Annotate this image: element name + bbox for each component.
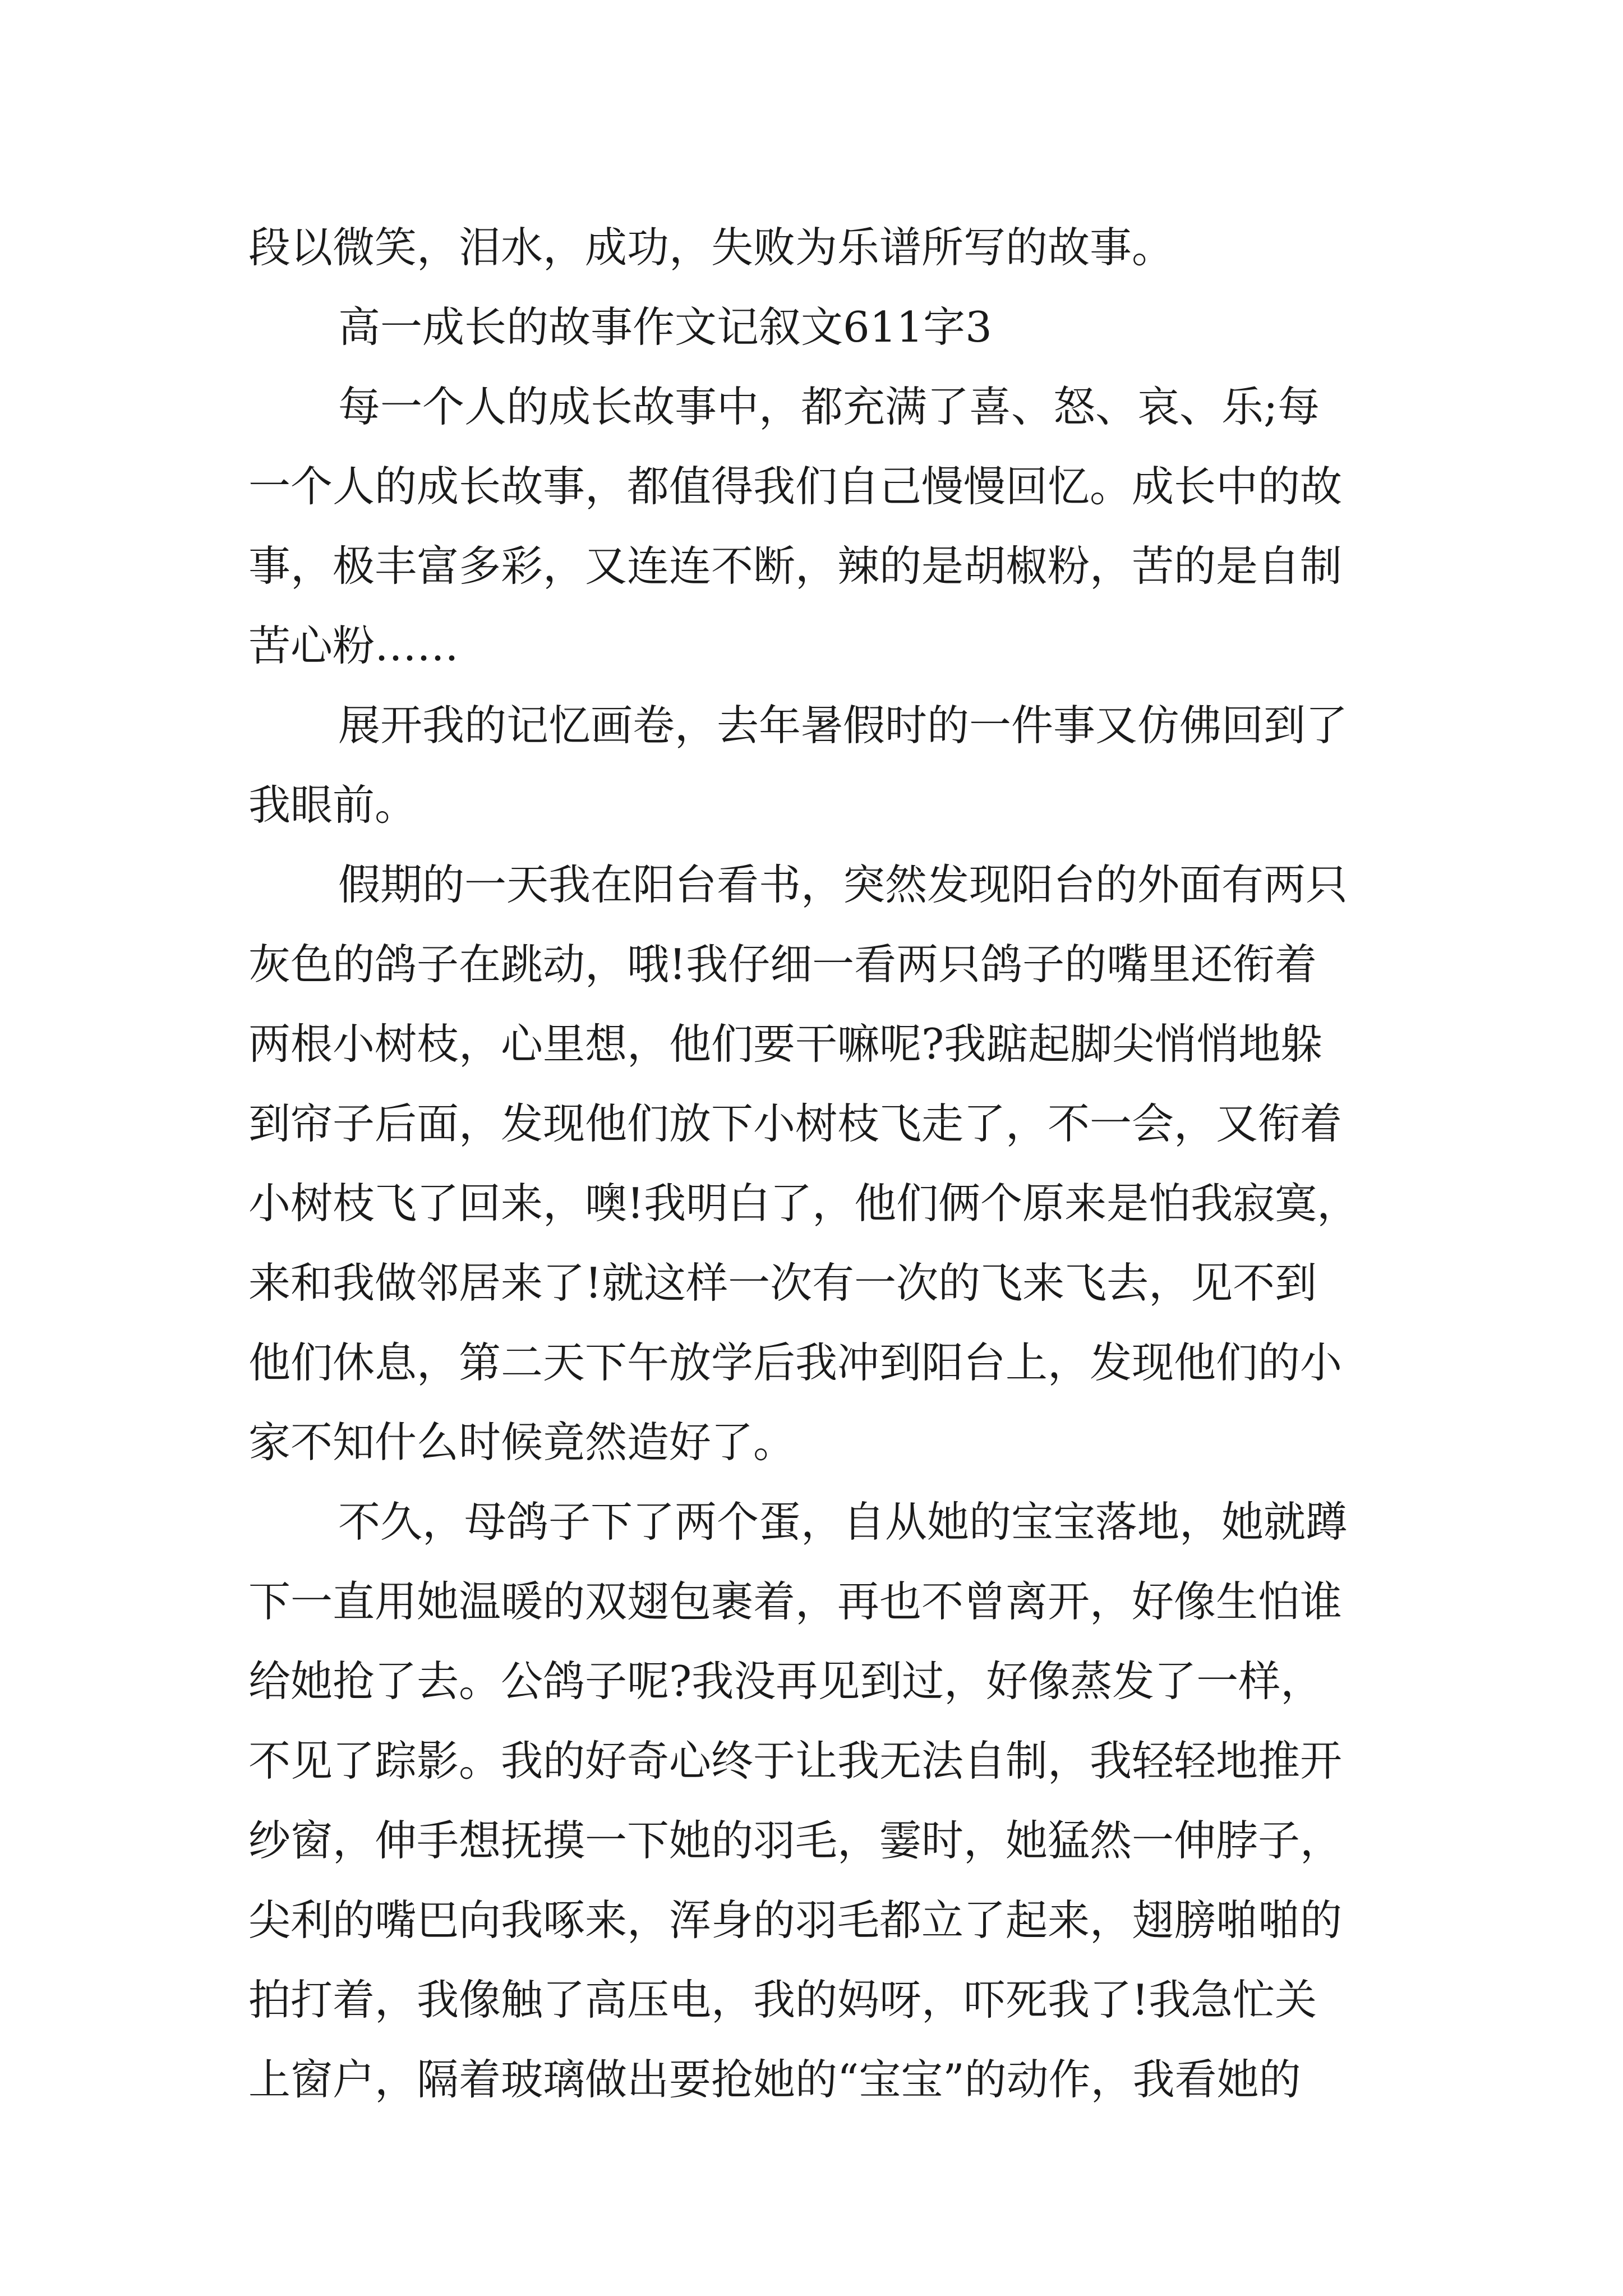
text-line: 不见了踪影。我的好奇心终于让我无法自制，我轻轻地推开 [248, 1736, 1343, 1786]
text-line: 上窗户，隔着玻璃做出要抢她的“宝宝”的动作，我看她的 [248, 2055, 1301, 2104]
text-line: 他们休息，第二天下午放学后我冲到阳台上，发现他们的小 [248, 1338, 1343, 1387]
text-line: 一个人的成长故事，都值得我们自己慢慢回忆。成长中的故 [248, 462, 1343, 511]
text-line: 苦心粉…… [248, 621, 459, 670]
text-line: 段以微笑，泪水，成功，失败为乐谱所写的故事。 [248, 223, 1174, 272]
text-line: 假期的一天我在阳台看书，突然发现阳台的外面有两只 [338, 860, 1348, 909]
text-line: 尖利的嘴巴向我啄来，浑身的羽毛都立了起来，翅膀啪啪的 [248, 1895, 1343, 1945]
document-body [248, 208, 1376, 2119]
text-line: 来和我做邻居来了!就这样一次有一次的飞来飞去，见不到 [248, 1258, 1317, 1308]
text-line: 两根小树枝，心里想，他们要干嘛呢?我踮起脚尖悄悄地躲 [248, 1019, 1323, 1069]
text-line: 不久，母鸽子下了两个蛋，自从她的宝宝落地，她就蹲 [338, 1497, 1348, 1547]
text-line: 事，极丰富多彩，又连连不断，辣的是胡椒粉，苦的是自制 [248, 541, 1343, 591]
text-line: 给她抢了去。公鸽子呢?我没再见到过，好像蒸发了一样， [248, 1657, 1323, 1706]
text-line: 到帘子后面，发现他们放下小树枝飞走了，不一会，又衔着 [248, 1099, 1343, 1148]
text-line: 高一成长的故事作文记叙文611字3 [338, 302, 992, 352]
text-line: 灰色的鸽子在跳动，哦!我仔细一看两只鸽子的嘴里还衔着 [248, 940, 1317, 989]
text-line: 我眼前。 [248, 780, 417, 830]
text-line: 下一直用她温暖的双翅包裹着，再也不曾离开，好像生怕谁 [248, 1577, 1343, 1626]
text-line: 展开我的记忆画卷，去年暑假时的一件事又仿佛回到了 [338, 701, 1348, 750]
text-line: 每一个人的成长故事中，都充满了喜、怒、哀、乐;每 [338, 382, 1320, 431]
text-line: 小树枝飞了回来，噢!我明白了，他们俩个原来是怕我寂寞， [248, 1179, 1359, 1228]
text-line: 拍打着，我像触了高压电，我的妈呀，吓死我了!我急忙关 [248, 1975, 1317, 2024]
text-line: 家不知什么时候竟然造好了。 [248, 1418, 796, 1467]
text-line: 纱窗，伸手想抚摸一下她的羽毛，霎时，她猛然一伸脖子， [248, 1816, 1343, 1865]
